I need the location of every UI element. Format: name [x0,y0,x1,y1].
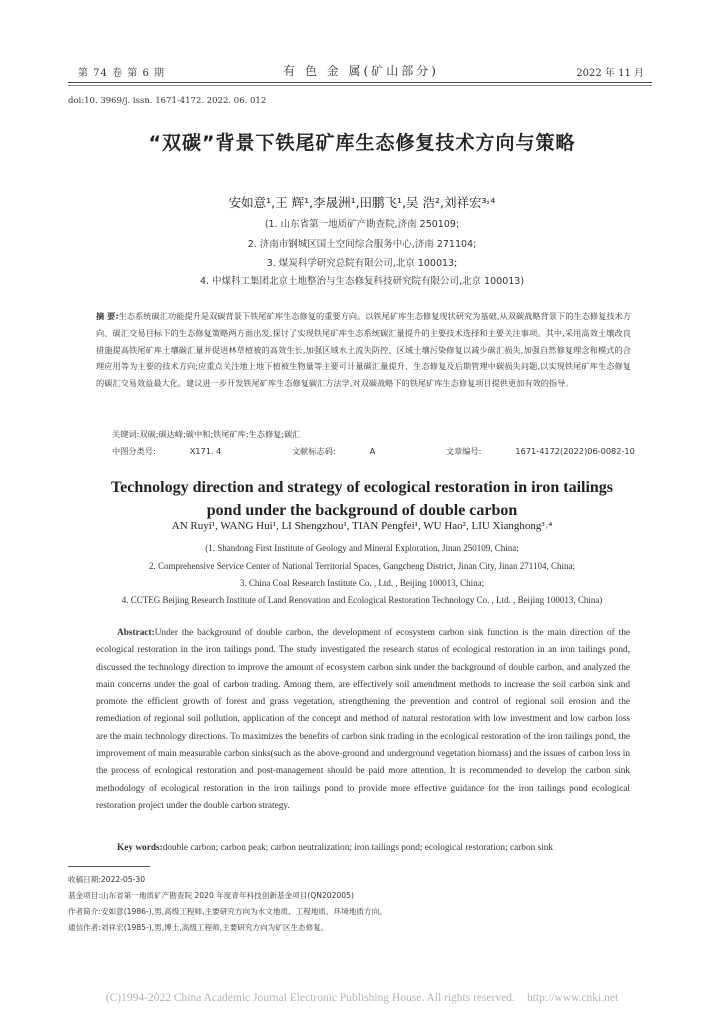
english-affiliation: 2. Comprehensive Service Center of National Territorial Spaces, Gangcheng District, Jinan City, Jinan 271104, China; [149,561,575,571]
cnki-link[interactable]: http://www.cnki.net [526,992,619,1004]
copyright-watermark [0,992,724,1004]
copyright-notice: (C)1994-2022 China Academic Journal Electronic Publishing House. All rights reserved. [105,992,515,1004]
chinese-abstract-label: 摘 要: [96,311,119,321]
english-abstract-label: Abstract: [117,628,155,638]
english-affiliation: 4. CCTEG Beijing Research Institute of Land Renovation and Ecological Restoration Technology Co. , Ltd. , Beijing 100013, China) [121,595,603,605]
issue-date: 2022 年 11 月 [576,68,644,79]
english-keywords-label: Key words: [117,843,163,853]
chinese-keywords-text: 双碳;碳达峰;碳中和;铁尾矿库;生态修复;碳汇 [139,429,301,439]
document-code: 文献标志码: A [291,446,376,456]
english-abstract [96,625,630,815]
article-number: 文章编号: 1671-4172(2022)06-0082-10 [445,446,635,456]
chinese-affiliation: 3. 煤炭科学研究总院有限公司,北京 100013; [266,258,458,269]
header-rule-thin [68,85,652,86]
footnote-received: 收稿日期:2022-05-30 [68,875,146,884]
chinese-abstract-text: 生态系统碳汇功能提升是双碳背景下铁尾矿库生态修复的重要方向。以铁尾矿库生态修复现状研究为基础,从双碳战略背景下的生态修复技术方向、碳汇交易目标下的生态修复策略两方面出发,探讨了实现铁尾矿库生态系统碳汇量提升的主要技术选择和主要关注事项。其中,采用高效土壤改良措施提高铁尾矿库土壤碳汇量并促进林草植被的高效生长,加强区域水土流失防控、区域土壤污染修复以减少碳汇损失,加强自然修复理念和模式的合理应用等为主要的技术方向;应重点关注地上地下植被生物量等主要可计量碳汇量提升、生态修复及后期管理中碳损失问题,以实现铁尾矿库生态修复的碳汇交易效益最大化。建议进一步开发铁尾矿库生态修复碳汇方法学,对双碳战略下的铁尾矿库生态修复项目提供更加有效的指导。 [96,311,632,389]
footnote-rule [68,866,150,867]
header-rule [68,82,652,83]
english-affiliation: 3. China Coal Research Institute Co. , Ltd. , Beijing 100013, China; [239,578,485,588]
chinese-title: “双碳”背景下铁尾矿库生态修复技术方向与策略 [148,132,576,154]
footnote-corresponding: 通信作者:刘祥宏(1985-),男,博士,高级工程师,主要研究方向为矿区生态修复。 [68,923,329,932]
english-keywords-text: double carbon; carbon peak; carbon neutralization; iron tailings pond; ecological restoration; carbon sink [162,843,554,853]
chinese-authors: 安如意¹,王 辉¹,李晟洲¹,田鹏飞¹,吴 浩²,刘祥宏³˒⁴ [228,195,496,210]
journal-name: 有 色 金 属(矿山部分) [283,64,439,78]
footnote-author-bio: 作者简介:安如意(1986-),男,高级工程师,主要研究方向为水文地质、工程地质、环境地质方向。 [68,907,387,916]
english-keywords [117,843,637,853]
volume-issue: 第 74 卷 第 6 期 [78,68,165,79]
footnote-funding: 基金项目:山东省第一地质矿产勘查院 2020 年度青年科技创新基金项目(QN202005) [68,891,354,900]
chinese-affiliation: (1. 山东省第一地质矿产勘查院,济南 250109; [264,219,460,230]
chinese-keywords [112,429,301,440]
english-affiliation: (1. Shandong First Institute of Geology and Mineral Exploration, Jinan 250109, China; [205,543,519,553]
running-header [78,62,644,78]
chinese-keywords-label: 关键词: [112,429,140,439]
chinese-affiliation: 4. 中煤科工集团北京土地整治与生态修复科技研究院有限公司,北京 100013) [199,276,525,287]
english-title: Technology direction and strategy of ecological restoration in iron tailings pond under the background of double carbon [110,479,614,519]
clc-number: 中图分类号: X171. 4 [112,446,222,456]
english-authors: AN Ruyi¹, WANG Hui¹, LI Shengzhou¹, TIAN Pengfei¹, WU Hao², LIU Xianghong³˒⁴ [171,520,553,532]
english-abstract-text: Under the background of double carbon, the development of ecosystem carbon sink function is the main direction of the ecological restoration in the iron tailings pond. The study investigated the research status of ecological restoration in an iron tailings pond, discussed the technology direction to improve the amount of ecosystem carbon sink under the background of double carbon, and analyzed the main concerns under the goal of carbon trading. Among them, are effectively soil amendment methods to increase the soil carbon sink and promote the efficient growth of forest and grass vegetation, strengthening the prevention and control of regional soil erosion and the remediation of regional soil pollution, application of the concept and method of natural restoration with low investment and low carbon loss are the main technology directions. To maximizes the benefits of carbon sink trading in the ecological restoration of the iron tailings pond, the improvement of main measurable carbon sinks(such as the above-ground and underground vegetation biomass) and the issues of carbon loss in the process of ecological restoration and post-management should be paid more attention. It is recommended to develop the carbon sink methodology of ecological restoration in the iron tailings pond to provide more effective guidance for the iron tailings pond ecological restoration project under the double carbon strategy. [96,628,630,811]
chinese-affiliation: 2. 济南市钢城区国土空间综合服务中心,济南 271104; [247,239,477,250]
doi: doi:10. 3969/j. issn. 1671-4172. 2022. 06. 012 [68,96,267,106]
classification-line [112,446,703,457]
chinese-abstract [96,308,631,392]
